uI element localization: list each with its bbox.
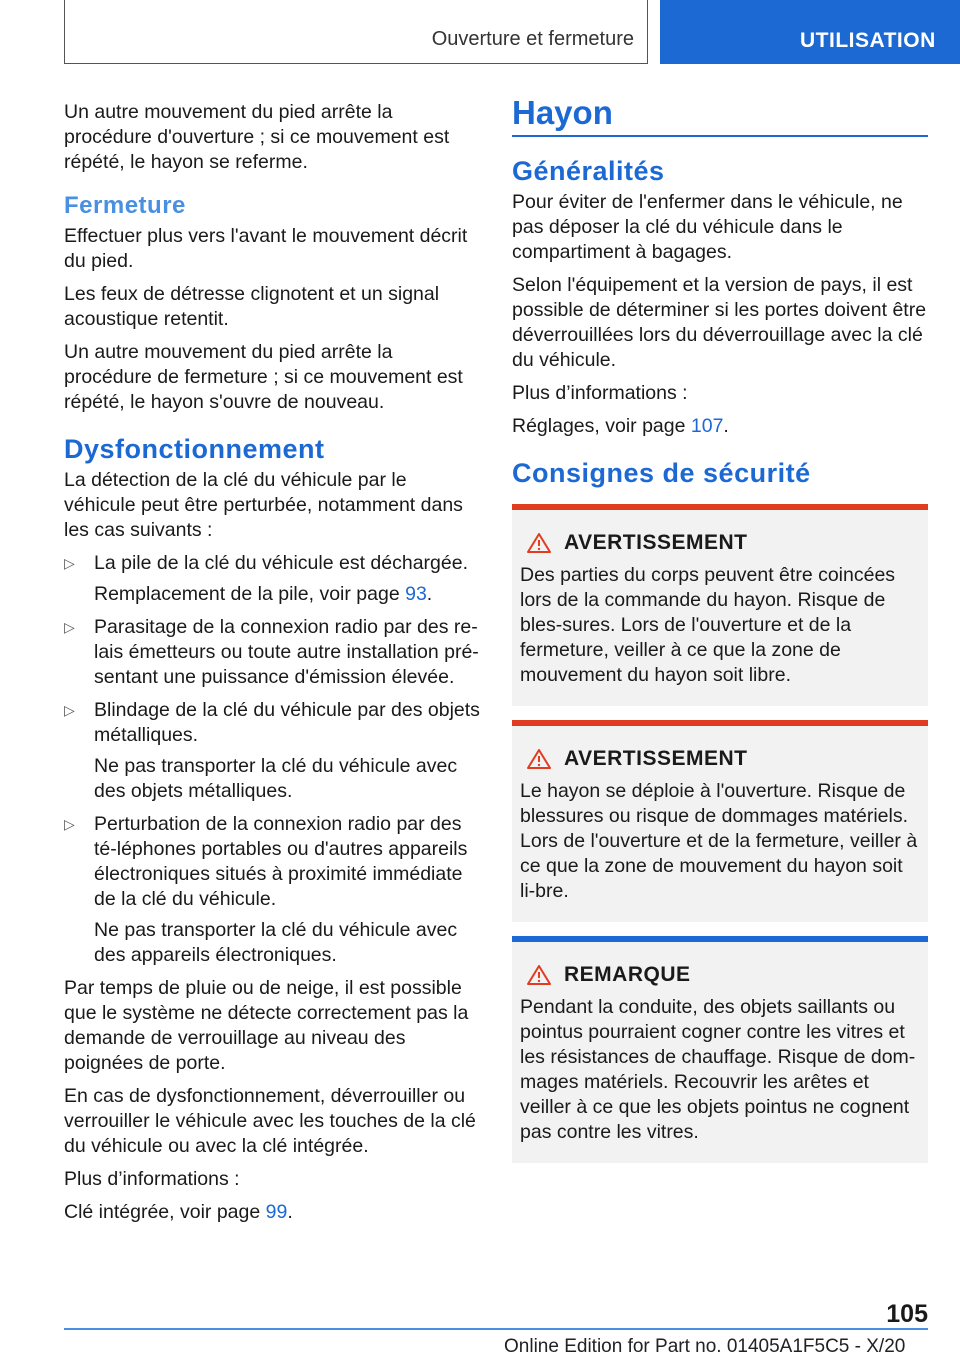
reference-line — [512, 414, 928, 439]
failure-paragraph: En cas de dysfonctionnement, déverrouiller ou verrouiller le véhicule avec les touches de la clé du véhicule ou avec la clé intégrée. — [64, 1085, 476, 1157]
warning-notice — [512, 720, 928, 922]
page-number: 105 — [886, 1300, 928, 1328]
safety-heading: Consignes de sécurité — [512, 458, 811, 488]
list-item-note: Ne pas transporter la clé du véhicule avec des appareils électroniques. — [94, 919, 458, 966]
edition-footer: Online Edition for Part no. 01405A1F5C5 - X/20 — [504, 1336, 906, 1357]
list-item — [64, 551, 480, 607]
notice-body: Des parties du corps peuvent être coincées lors de la commande du hayon. Risque de bles-sures. Lors de l'ouverture et de la fermeture, veiller à ce que la zone de mouvement du hayon soit libre. — [520, 564, 896, 686]
notice-body: Le hayon se déploie à l'ouverture. Risque de blessures ou risque de dommages matériels. Lors de l'ouverture et de la fermeture, veiller à ce que la zone de mouvement du hayon soit li-bre. — [520, 780, 918, 902]
notice-title: REMARQUE — [564, 963, 691, 986]
triangle-bullet-icon: ▷ — [64, 619, 75, 635]
reference-line — [64, 1200, 480, 1225]
notice-title: AVERTISSEMENT — [564, 531, 748, 554]
generalites-paragraph-1: Pour éviter de l'enfermer dans le véhicule, ne pas déposer la clé du véhicule dans le compartiment à bagages. — [512, 191, 903, 263]
warning-notice — [512, 504, 928, 706]
remark-notice — [512, 936, 928, 1163]
warning-triangle-icon — [526, 964, 552, 986]
cases-list — [64, 551, 480, 968]
fermeture-paragraph-1: Effectuer plus vers l'avant le mouvement décrit du pied. — [64, 225, 468, 272]
more-info-label: Plus d’informations : — [512, 382, 688, 404]
dysfonctionnement-intro: La détection de la clé du véhicule par le véhicule peut être perturbée, notamment dans les cas suivants : — [64, 469, 463, 541]
list-item — [64, 812, 480, 968]
list-item-note: Ne pas transporter la clé du véhicule avec des objets métalliques. — [94, 755, 458, 802]
footer-divider — [64, 1328, 928, 1330]
notice-body: Pendant la conduite, des objets saillants ou pointus pourraient cogner contre les vitres et les résistances de chauffage. Risque de dom-mages matériels. Recouvrir les arêtes et veiller à ce que les objets pointus ne cognent pas contre les vitres. — [520, 996, 916, 1143]
reference-text: Réglages, voir page — [512, 415, 691, 437]
triangle-bullet-icon: ▷ — [64, 816, 75, 832]
page-link-107[interactable]: 107 — [690, 415, 724, 437]
left-column — [64, 100, 480, 1233]
header-section-title: Ouverture et fermeture — [431, 28, 634, 50]
rain-paragraph: Par temps de pluie ou de neige, il est possible que le système ne détecte correctement pas la demande de verrouillage au niveau des poignées de porte. — [64, 977, 469, 1074]
dysfonctionnement-heading: Dysfonctionnement — [64, 434, 325, 464]
reference-text: Clé intégrée, voir page — [64, 1201, 266, 1223]
header-chapter-tab: UTILISATION — [660, 0, 960, 64]
page-link-93[interactable]: 93 — [405, 583, 427, 605]
page-link-99[interactable]: 99 — [265, 1201, 288, 1223]
reference-suffix: . — [723, 415, 729, 437]
fermeture-heading: Fermeture — [64, 192, 186, 219]
triangle-bullet-icon: ▷ — [64, 702, 75, 718]
page-header — [0, 0, 960, 66]
right-column — [512, 94, 928, 1177]
list-item-text: Blindage de la clé du véhicule par des objets métalliques. — [94, 699, 480, 746]
list-item-text: Parasitage de la connexion radio par des re-lais émetteurs ou toute autre installation pré-sentant une puissance d'émission élevée. — [94, 616, 479, 688]
intro-paragraph: Un autre mouvement du pied arrête la procédure d'ouverture ; si ce mouvement est répété, le hayon se referme. — [64, 101, 450, 173]
note-suffix: . — [426, 583, 433, 605]
warning-triangle-icon — [526, 532, 552, 554]
fermeture-paragraph-3: Un autre mouvement du pied arrête la procédure de fermeture ; si ce mouvement est répété, le hayon s'ouvre de nouveau. — [64, 341, 463, 413]
list-item-text: Perturbation de la connexion radio par des té-léphones portables ou d'autres appareils électroniques situés à proximité immédiate de la clé du véhicule. — [94, 813, 468, 910]
list-item-text: La pile de la clé du véhicule est déchargée. — [94, 552, 469, 574]
hayon-heading: Hayon — [512, 100, 928, 137]
list-item — [64, 615, 480, 690]
notice-title: AVERTISSEMENT — [564, 747, 748, 770]
note-text: Remplacement de la pile, voir page — [94, 583, 406, 605]
more-info-label: Plus d’informations : — [64, 1168, 240, 1190]
reference-suffix: . — [287, 1201, 293, 1223]
fermeture-paragraph-2: Les feux de détresse clignotent et un signal acoustique retentit. — [64, 283, 440, 330]
list-item — [64, 698, 480, 804]
generalites-paragraph-2: Selon l'équipement et la version de pays, il est possible de déterminer si les portes doivent être déverrouillées lors du déverrouillage avec la clé du véhicule. — [512, 274, 927, 371]
triangle-bullet-icon: ▷ — [64, 555, 75, 571]
generalites-heading: Généralités — [512, 156, 665, 186]
list-item-note — [94, 582, 480, 607]
warning-triangle-icon — [526, 748, 552, 770]
